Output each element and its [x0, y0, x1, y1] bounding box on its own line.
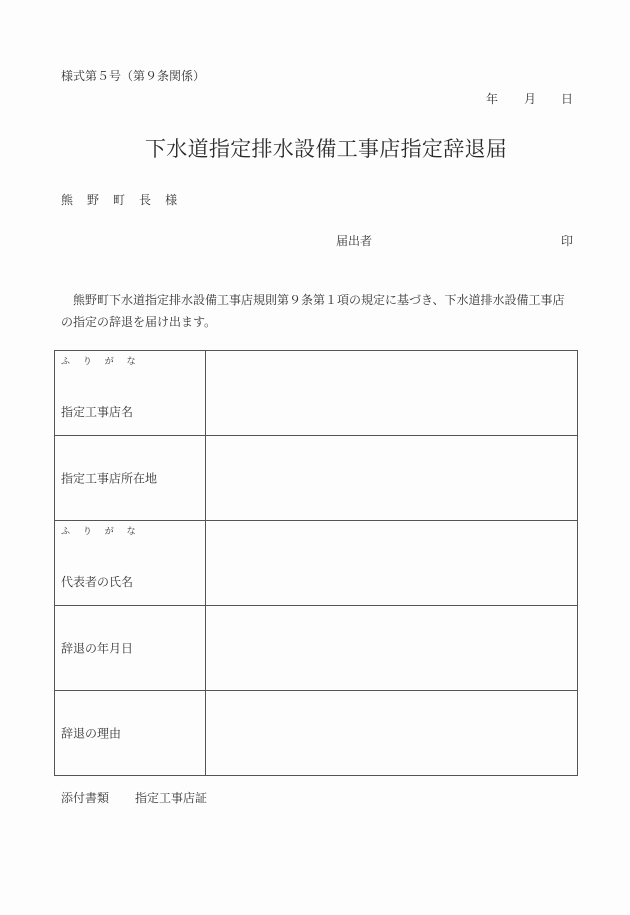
date-year-label: 年 — [486, 92, 499, 106]
addressee-char: 町 — [113, 193, 126, 207]
applicant-label: 届出者 — [336, 234, 373, 248]
table-row-withdrawal-reason — [55, 691, 578, 776]
attachments-label: 添付書類 — [61, 791, 110, 805]
label-cell — [55, 691, 206, 776]
form-number: 様式第５号（第９条関係） — [61, 69, 206, 83]
furigana-label: ふ り が な — [61, 357, 141, 367]
label-cell — [55, 351, 206, 436]
shop-name-field[interactable] — [206, 351, 578, 436]
addressee-char: 長 — [139, 193, 152, 207]
date-month-label: 月 — [524, 92, 537, 106]
furigana-label: ふ り が な — [61, 527, 141, 537]
seal-mark: 印 — [561, 234, 574, 248]
shop-address-label: 指定工事店所在地 — [61, 471, 158, 486]
attachments-value: 指定工事店証 — [135, 791, 208, 805]
withdrawal-reason-label: 辞退の理由 — [61, 726, 122, 741]
body-text: 熊野町下水道指定排水設備工事店規則第９条第１項の規定に基づき、下水道排水設備工事店の指定の辞退を届け出ます。 — [61, 293, 565, 329]
table-row-shop-address — [55, 436, 578, 521]
withdrawal-date-label: 辞退の年月日 — [61, 641, 134, 656]
withdrawal-reason-field[interactable] — [206, 691, 578, 776]
document-title: 下水道指定排水設備工事店指定辞退届 — [145, 137, 508, 161]
date-day-label: 日 — [561, 92, 574, 106]
addressee-char: 熊 — [61, 193, 74, 207]
table-row-representative — [55, 521, 578, 606]
form-table — [54, 350, 578, 776]
representative-label: 代表者の氏名 — [61, 575, 134, 589]
shop-address-field[interactable] — [206, 436, 578, 521]
attachments — [61, 789, 207, 806]
addressee — [61, 191, 191, 208]
label-cell — [55, 521, 206, 606]
shop-name-label: 指定工事店名 — [61, 405, 134, 419]
addressee-char: 様 — [165, 193, 178, 207]
table-row-withdrawal-date — [55, 606, 578, 691]
label-cell — [55, 436, 206, 521]
table-row-shop-name — [55, 351, 578, 436]
withdrawal-date-field[interactable] — [206, 606, 578, 691]
addressee-char: 野 — [87, 193, 100, 207]
label-cell — [55, 606, 206, 691]
representative-field[interactable] — [206, 521, 578, 606]
